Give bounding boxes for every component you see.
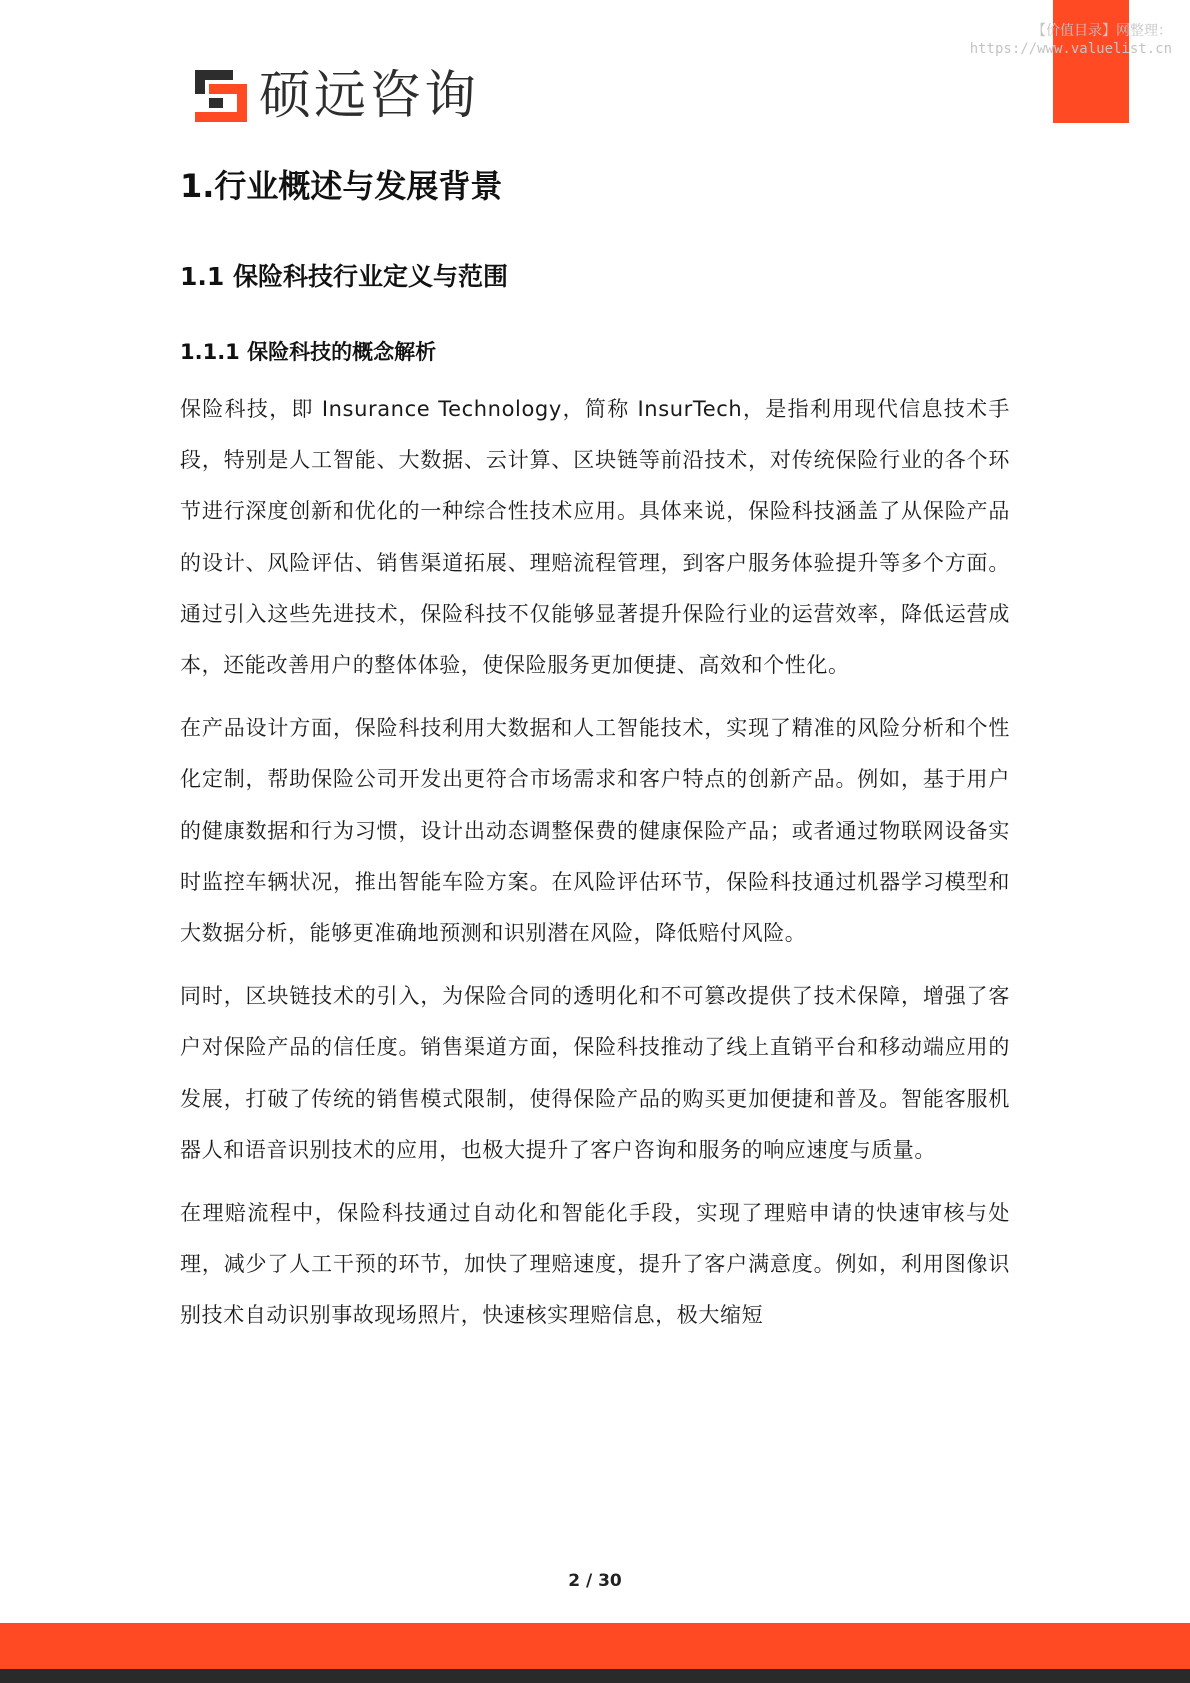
paragraph: 在产品设计方面，保险科技利用大数据和人工智能技术，实现了精准的风险分析和个性化定制，帮助保险公司开发出更符合市场需求和客户特点的创新产品。例如，基于用户的健康数据和行为习惯，设计出动态调整保费的健康保险产品；或者通过物联网设备实时监控车辆状况，推出智能车险方案。在风险评估环节，保险科技通过机器学习模型和大数据分析，能够更准确地预测和识别潜在风险，降低赔付风险。 [180, 716, 1010, 946]
logo-text: 硕远咨询 [259, 66, 480, 126]
watermark [970, 22, 1172, 58]
paragraph: 在理赔流程中，保险科技通过自动化和智能化手段，实现了理赔申请的快速审核与处理，减少了人工干预的环节，加快了理赔速度，提升了客户满意度。例如，利用图像识别技术自动识别事故现场照片，快速核实理赔信息，极大缩短 [180, 1201, 1010, 1328]
footer-accent-band [0, 1623, 1190, 1669]
chapter-title: 1.行业概述与发展背景 [180, 167, 503, 205]
company-logo [193, 66, 479, 126]
section-title: 1.1 保险科技行业定义与范围 [180, 262, 508, 291]
logo-mark-icon [193, 68, 249, 124]
subsection-title: 1.1.1 保险科技的概念解析 [180, 340, 437, 364]
paragraph: 同时，区块链技术的引入，为保险合同的透明化和不可篡改提供了技术保障，增强了客户对保险产品的信任度。销售渠道方面，保险科技推动了线上直销平台和移动端应用的发展，打破了传统的销售模式限制，使得保险产品的购买更加便捷和普及。智能客服机器人和语音识别技术的应用，也极大提升了客户咨询和服务的响应速度与质量。 [180, 984, 1010, 1162]
corner-accent-block [1053, 0, 1129, 123]
footer-dark-band [0, 1669, 1190, 1683]
watermark-url: https://www.valuelist.cn [969, 41, 1172, 57]
page-number: 2 / 30 [568, 1571, 622, 1591]
paragraph: 保险科技，即 Insurance Technology，简称 InsurTech，是指利用现代信息技术手段，特别是人工智能、大数据、云计算、区块链等前沿技术，对传统保险行业的各个环节进行深度创新和优化的一种综合性技术应用。具体来说，保险科技涵盖了从保险产品的设计、风险评估、销售渠道拓展、理赔流程管理，到客户服务体验提升等多个方面。通过引入这些先进技术，保险科技不仅能够显著提升保险行业的运营效率，降低运营成本，还能改善用户的整体体验，使保险服务更加便捷、高效和个性化。 [180, 397, 1010, 678]
watermark-line1: 【价值目录】网整理： [1032, 23, 1172, 39]
document-body [180, 160, 1010, 1354]
